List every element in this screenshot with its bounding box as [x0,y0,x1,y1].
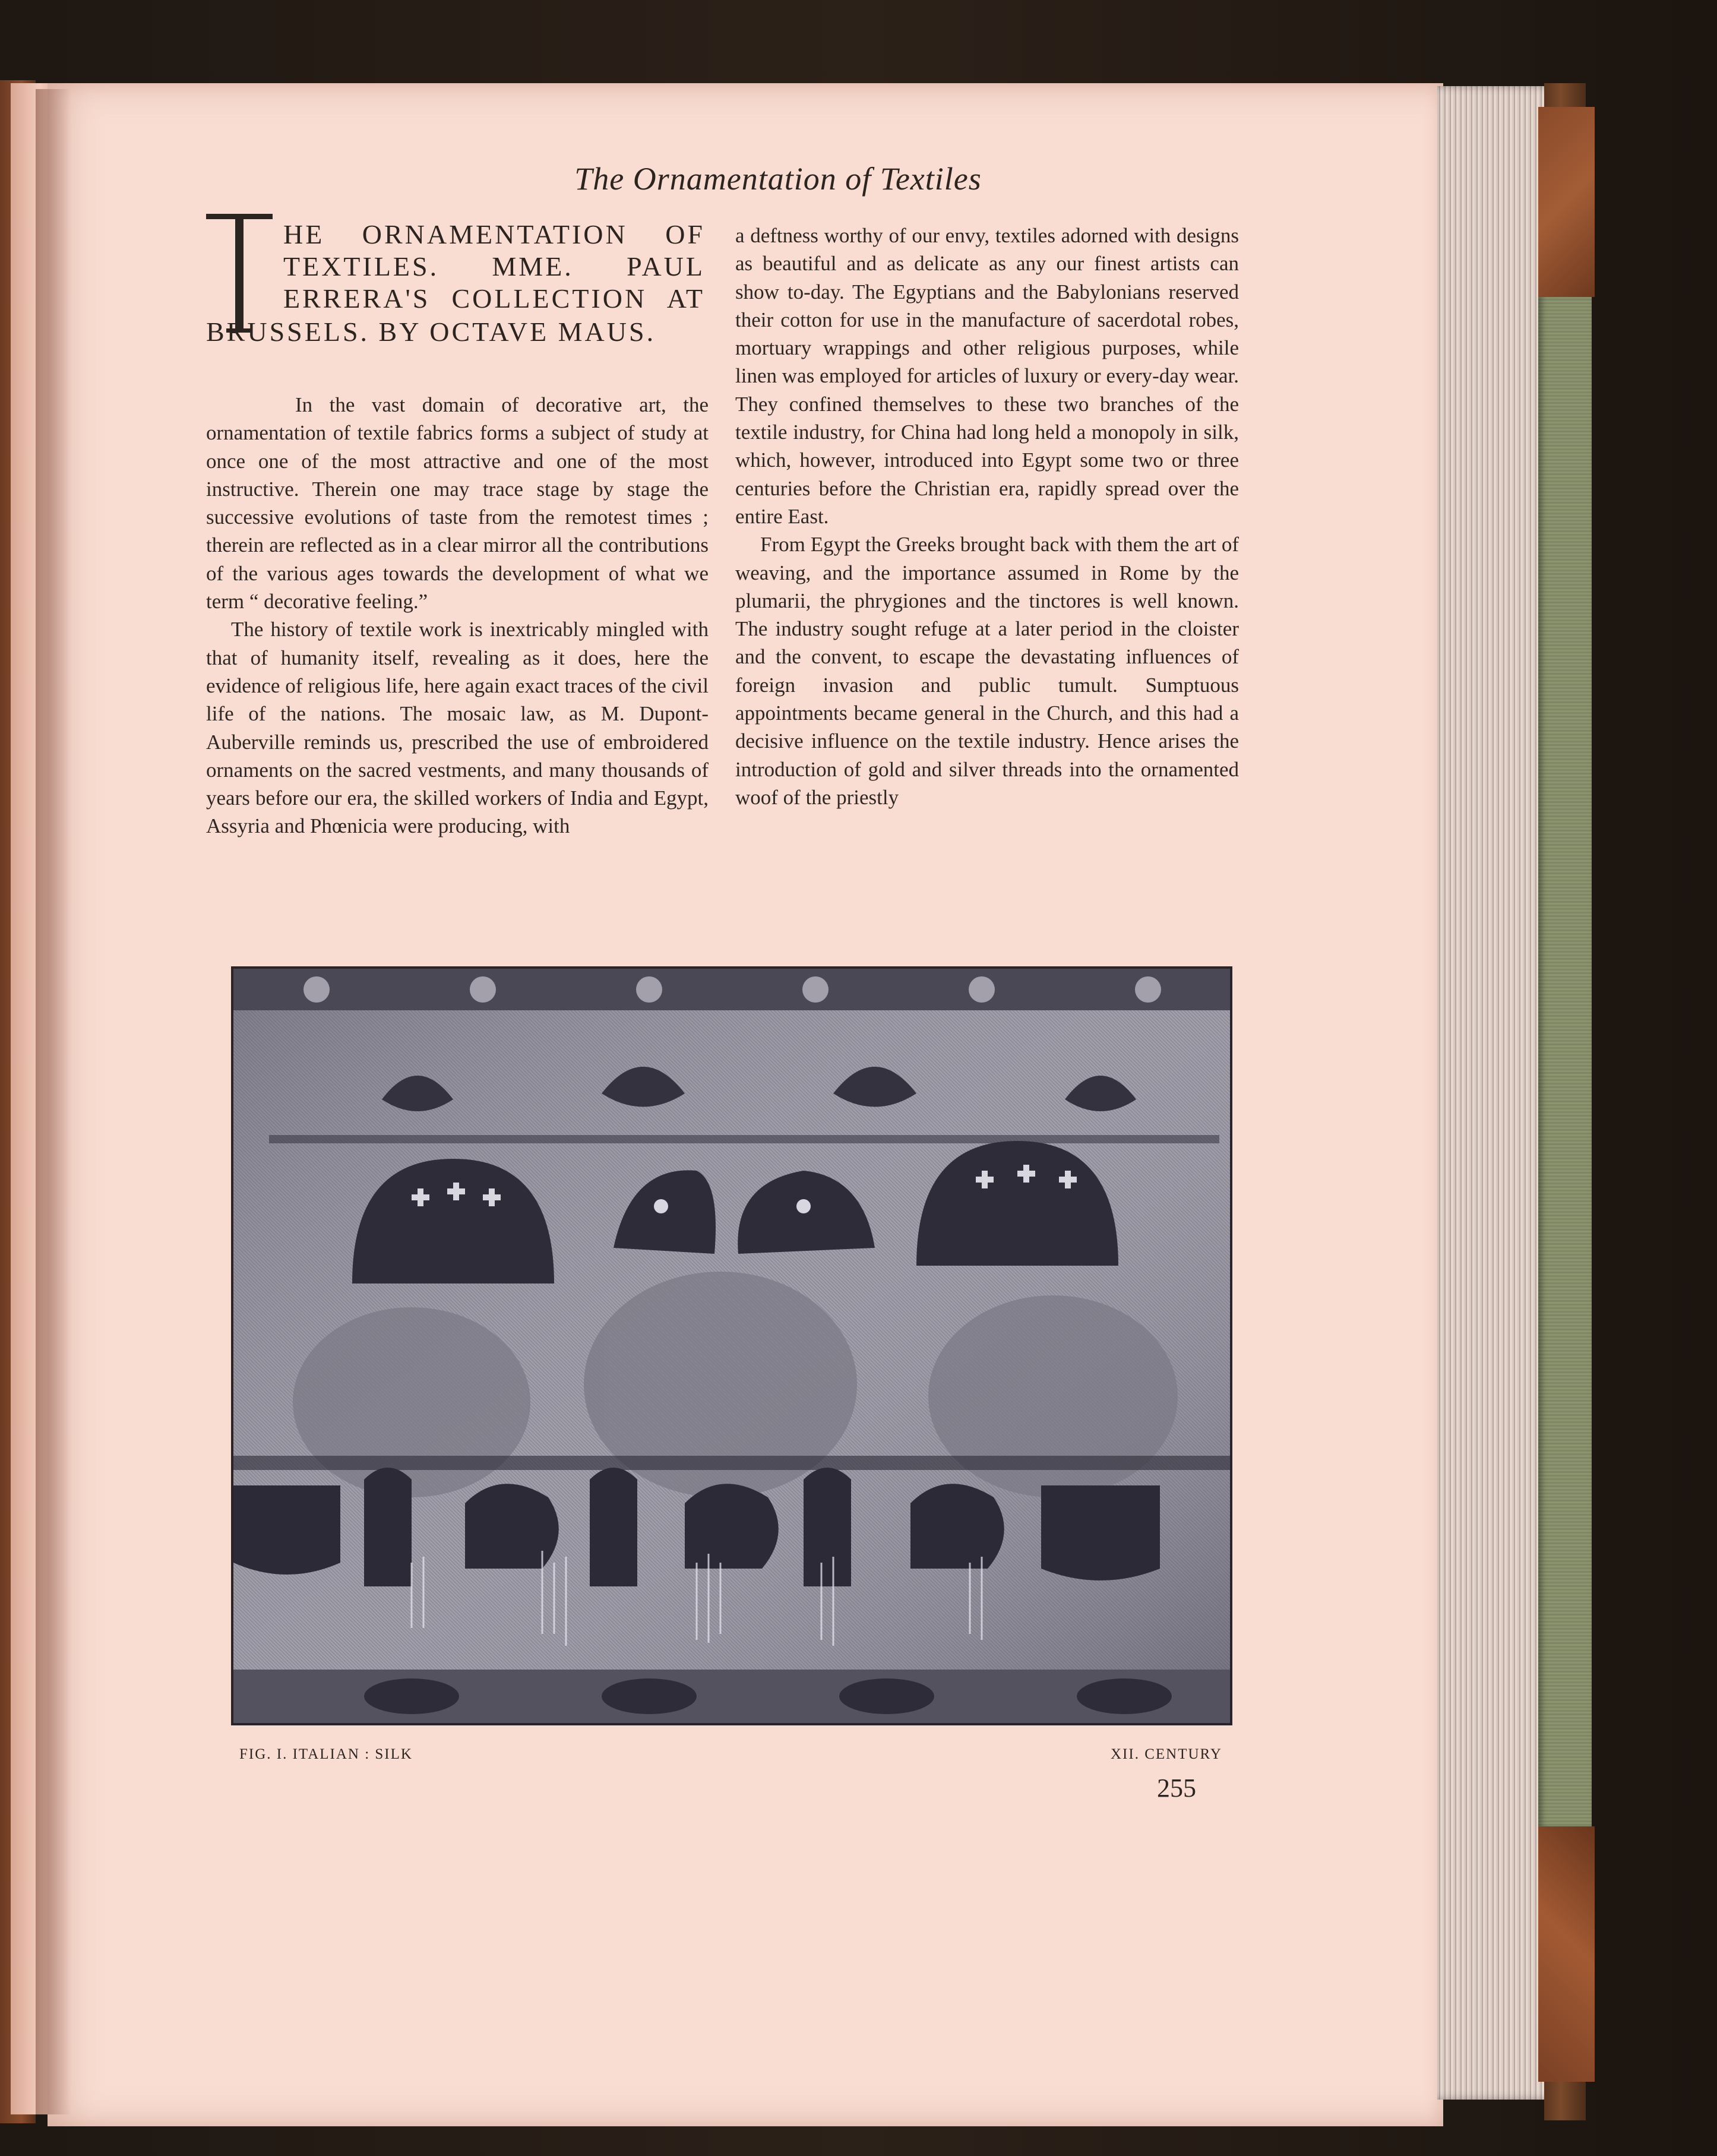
figure-caption-right: XII. CENTURY [1111,1746,1222,1762]
page-number: 255 [1157,1774,1196,1803]
title-line-3: ERRERA'S COLLECTION AT [283,283,705,314]
title-line-1: HE ORNAMENTATION OF [283,219,705,249]
right-column [735,222,1239,811]
left-column [206,391,709,840]
leather-corner-bottom [1538,1826,1595,2082]
article-title [206,208,705,362]
drop-cap-t-icon [206,214,273,333]
figure-plate [231,966,1232,1725]
leather-corner-top [1538,107,1595,297]
silk-textile-plate-icon [233,969,1230,1723]
page-gutter-shadow [36,89,71,2114]
title-line-2: TEXTILES. MME. PAUL [283,251,705,282]
title-line-4: BRUSSELS. BY OCTAVE MAUS. [206,317,656,347]
figure-caption-left: FIG. I. ITALIAN : SILK [239,1746,413,1762]
paragraph-continued: a deftness worthy of our envy, textiles adorned with designs as beautiful and as delicate as any our finest artists can show to-day. The Egyptians and the Babylonians reserved their cotton for use in the manufacture of sacerdotal robes, mortuary wrappings and other religious purposes, while linen was employed for articles of luxury or every-day wear. They confined themselves to these two branches of the textile industry, for China had long held a monopoly in silk, which, however, introduced into Egypt some two or three centuries before the Christian era, rapidly spread over the entire East. [735,224,1239,528]
running-head: The Ornamentation of Textiles [574,161,982,197]
spine-cloth [1538,294,1592,1829]
paragraph-history: The history of textile work is inextricably mingled with that of humanity itself, revealing as it does, here the evidence of religious life, here again exact traces of the civil life of the nations. The mosaic law, as M. Dupont-Auberville reminds us, prescribed the use of embroidered ornaments on the sacred vestments, and many thousands of years before our era, the skilled workers of India and Egypt, Assyria and Phœnicia were producing, with [206,618,709,838]
paragraph-greeks: From Egypt the Greeks brought back with them the art of weaving, and the importance assumed in Rome by the plumarii, the phrygiones and the tinctores is well known. The industry sought refuge at a later period in the cloister and the convent, to escape the devastating influences of foreign invasion and public tumult. Sumptuous appointments became general in the Church, and this had a decisive influence on the textile industry. Hence arises the introduction of gold and silver threads into the ornamented woof of the priestly [735,533,1239,809]
paragraph-intro: In the vast domain of decorative art, the ornamentation of textile fabrics forms a subject of study at once one of the most attractive and one of the most instructive. Therein one may trace stage by stage the successive evolutions of taste from the remotest times ; therein are reflected as in a clear mirror all the contributions of the various ages towards the development of what we term “ decorative feeling.” [206,393,709,614]
